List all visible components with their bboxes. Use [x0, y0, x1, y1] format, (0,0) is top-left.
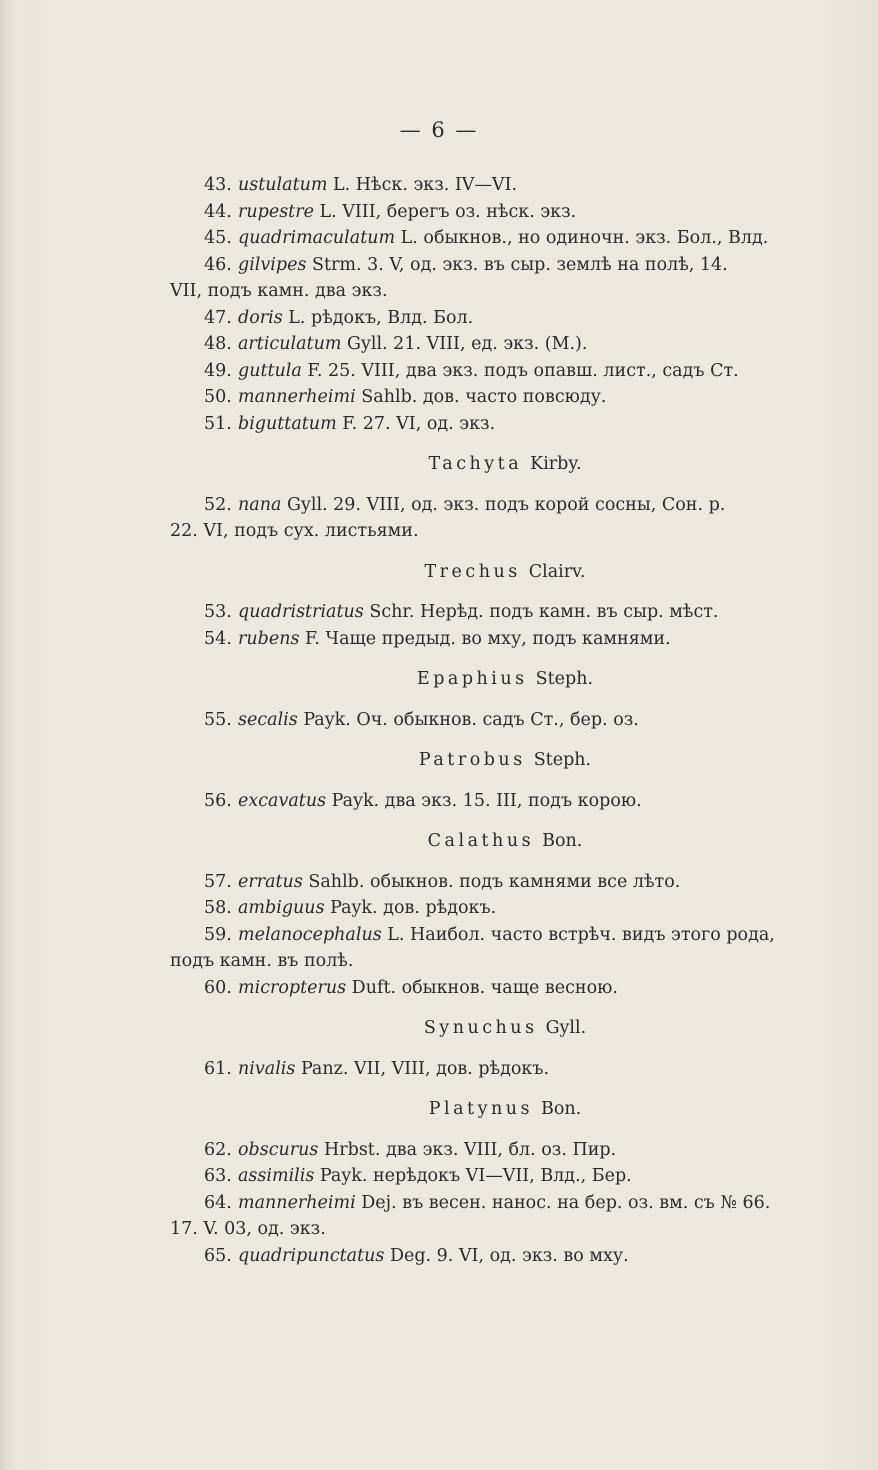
entry-line [170, 252, 840, 279]
entry-text: Gyll. 29. VIII, од. экз. подъ корой сосны, Сон. р. [281, 494, 726, 515]
species-entry [170, 626, 840, 653]
entry-number: 52. [204, 494, 232, 515]
entry-text: L. обыкнов., но одиночн. экз. Бол., Влд. [395, 228, 769, 248]
entry-number: 49. [204, 360, 232, 381]
entry-number: 60. [204, 977, 232, 998]
entry-text: Deg. 9. VI, од. экз. во мху. [384, 1245, 629, 1266]
entry-text: F. 27. VI, од. экз. [336, 413, 496, 434]
entry-line [170, 948, 840, 975]
entry-number: 56. [204, 790, 232, 811]
entry-text: Sahlb. обыкнов. подъ камнями все лѣто. [302, 871, 681, 892]
genus-heading [170, 666, 840, 693]
entry-line [170, 1216, 840, 1243]
entry-number: 43. [204, 175, 232, 195]
species-name: guttula [238, 360, 302, 381]
entry-number: 46. [204, 254, 232, 275]
entry-text: L. Наибол. часто встрѣч. видъ этого рода, [381, 924, 775, 945]
entry-line [170, 384, 840, 411]
species-name: nana [238, 494, 282, 515]
document-body [170, 172, 840, 1269]
species-name: biguttatum [238, 413, 337, 434]
entry-number: 48. [204, 334, 232, 354]
species-entry [170, 492, 840, 545]
species-entry [170, 869, 840, 896]
entry-number: 44. [204, 201, 232, 222]
species-name: assimilis [238, 1166, 315, 1186]
entry-text: F. 25. VIII, два экз. подъ опавш. лист., садъ Ст. [301, 360, 739, 381]
entry-line [170, 788, 840, 815]
entry-text: Payk. Оч. обыкнов. садъ Ст., бер. оз. [297, 709, 639, 730]
species-name: melanocephalus [238, 924, 382, 945]
species-entry [170, 1243, 840, 1270]
species-name: erratus [238, 871, 303, 892]
entry-text: Panz. VII, VIII, дов. рѣдокъ. [295, 1058, 550, 1079]
entry-line [170, 172, 840, 199]
entry-text: Gyll. 21. VIII, ед. экз. (М.). [341, 334, 588, 354]
entry-number: 45. [204, 228, 232, 248]
genus-author: Steph. [533, 750, 592, 770]
genus-heading [170, 1096, 840, 1123]
entry-text: L. VIII, берегъ оз. нѣск. экз. [313, 201, 577, 222]
genus-author: Clairv. [528, 561, 586, 582]
entry-number: 58. [204, 898, 232, 918]
species-entry [170, 331, 840, 358]
species-name: ambiguus [238, 898, 325, 918]
entry-line [170, 278, 840, 305]
species-name: quadripunctatus [238, 1245, 385, 1266]
entry-text: Sahlb. дов. часто повсюду. [355, 387, 607, 407]
entry-text: L. рѣдокъ, Влд. Бол. [282, 307, 474, 328]
entry-line [170, 869, 840, 896]
genus-name: Tachyta [428, 454, 523, 474]
species-entry [170, 1163, 840, 1190]
entry-text: Strm. 3. V, од. экз. въ сыр. землѣ на полѣ, 14. [306, 254, 728, 275]
entry-line [170, 492, 840, 519]
genus-heading [170, 451, 840, 478]
genus-author: Bon. [541, 1099, 582, 1119]
species-entry [170, 975, 840, 1002]
entry-line [170, 1056, 840, 1083]
entry-text: Dej. въ весен. нанос. на бер. оз. вм. съ № 66. [355, 1192, 771, 1213]
entry-text: F. Чаще предыд. во мху, подъ камнями. [299, 628, 671, 649]
entry-text: 17. V. 03, од. экз. [170, 1219, 326, 1239]
entry-line [170, 1190, 840, 1217]
genus-name: Patrobus [418, 750, 526, 770]
genus-name: Platynus [428, 1099, 533, 1119]
species-name: articulatum [238, 334, 342, 354]
species-entry [170, 384, 840, 411]
species-entry [170, 358, 840, 385]
genus-name: Synuchus [423, 1018, 538, 1038]
entry-number: 50. [204, 387, 232, 407]
page-number: — 6 — [399, 118, 479, 142]
genus-author: Steph. [535, 669, 594, 689]
entry-number: 54. [204, 628, 232, 649]
entry-text: Payk. дов. рѣдокъ. [324, 898, 497, 918]
entry-line [170, 518, 840, 545]
species-name: excavatus [238, 790, 327, 811]
entry-number: 63. [204, 1166, 232, 1186]
entry-line [170, 1243, 840, 1270]
species-name: mannerheimi [238, 387, 356, 407]
entry-line [170, 358, 840, 385]
entry-line [170, 895, 840, 922]
genus-name: Trechus [424, 561, 521, 582]
species-name: gilvipes [238, 254, 307, 275]
species-entry [170, 707, 840, 734]
entry-line [170, 225, 840, 252]
entry-text: 22. VI, подъ сух. листьями. [170, 521, 419, 541]
entry-line [170, 305, 840, 332]
entry-line [170, 922, 840, 949]
species-name: mannerheimi [238, 1192, 356, 1213]
entry-text: Duft. обыкнов. чаще весною. [346, 977, 618, 998]
species-entry [170, 1190, 840, 1243]
genus-name: Epaphius [416, 669, 528, 689]
species-entry [170, 599, 840, 626]
genus-author: Kirby. [530, 454, 582, 474]
species-name: quadrimaculatum [238, 228, 396, 248]
species-entry [170, 225, 840, 252]
entry-text: Hrbst. два экз. VIII, бл. оз. Пир. [318, 1139, 617, 1160]
entry-number: 47. [204, 307, 232, 328]
entry-number: 55. [204, 709, 232, 730]
genus-heading [170, 747, 840, 774]
species-entry [170, 895, 840, 922]
species-entry [170, 922, 840, 975]
entry-text: L. Нѣск. экз. IV—VI. [327, 175, 518, 195]
entry-line [170, 1137, 840, 1164]
entry-number: 61. [204, 1058, 232, 1079]
species-name: obscurus [238, 1139, 319, 1160]
entry-number: 64. [204, 1192, 232, 1213]
species-name: rubens [238, 628, 300, 649]
entry-line [170, 199, 840, 226]
genus-name: Calathus [427, 831, 535, 851]
species-name: quadristriatus [238, 602, 364, 622]
species-name: secalis [238, 709, 298, 730]
species-entry [170, 788, 840, 815]
entry-text: Payk. нерѣдокъ VI—VII, Влд., Бер. [314, 1166, 632, 1186]
entry-line [170, 975, 840, 1002]
entry-text: VII, подъ камн. два экз. [170, 281, 388, 301]
entry-line [170, 411, 840, 438]
species-name: nivalis [238, 1058, 296, 1079]
entry-number: 59. [204, 924, 232, 945]
genus-heading [170, 559, 840, 586]
entry-number: 62. [204, 1139, 232, 1160]
species-entry [170, 172, 840, 199]
genus-heading [170, 1015, 840, 1042]
entry-number: 57. [204, 871, 232, 892]
species-entry [170, 1137, 840, 1164]
entry-line [170, 331, 840, 358]
species-entry [170, 411, 840, 438]
entry-number: 65. [204, 1245, 232, 1266]
species-name: doris [238, 307, 283, 328]
species-entry [170, 252, 840, 305]
species-name: ustulatum [238, 175, 328, 195]
entry-number: 51. [204, 413, 232, 434]
genus-author: Bon. [542, 831, 583, 851]
species-entry [170, 1056, 840, 1083]
entry-text: Payk. два экз. 15. III, подъ корою. [326, 790, 642, 811]
species-name: rupestre [238, 201, 314, 222]
species-entry [170, 305, 840, 332]
entry-line [170, 626, 840, 653]
entry-number: 53. [204, 602, 232, 622]
entry-line [170, 1163, 840, 1190]
entry-text: Schr. Нерѣд. подъ камн. въ сыр. мѣст. [363, 602, 719, 622]
genus-author: Gyll. [545, 1018, 587, 1038]
genus-heading [170, 828, 840, 855]
species-name: micropterus [238, 977, 347, 998]
entry-text: подъ камн. въ полѣ. [170, 951, 354, 971]
entry-line [170, 707, 840, 734]
species-entry [170, 199, 840, 226]
entry-line [170, 599, 840, 626]
